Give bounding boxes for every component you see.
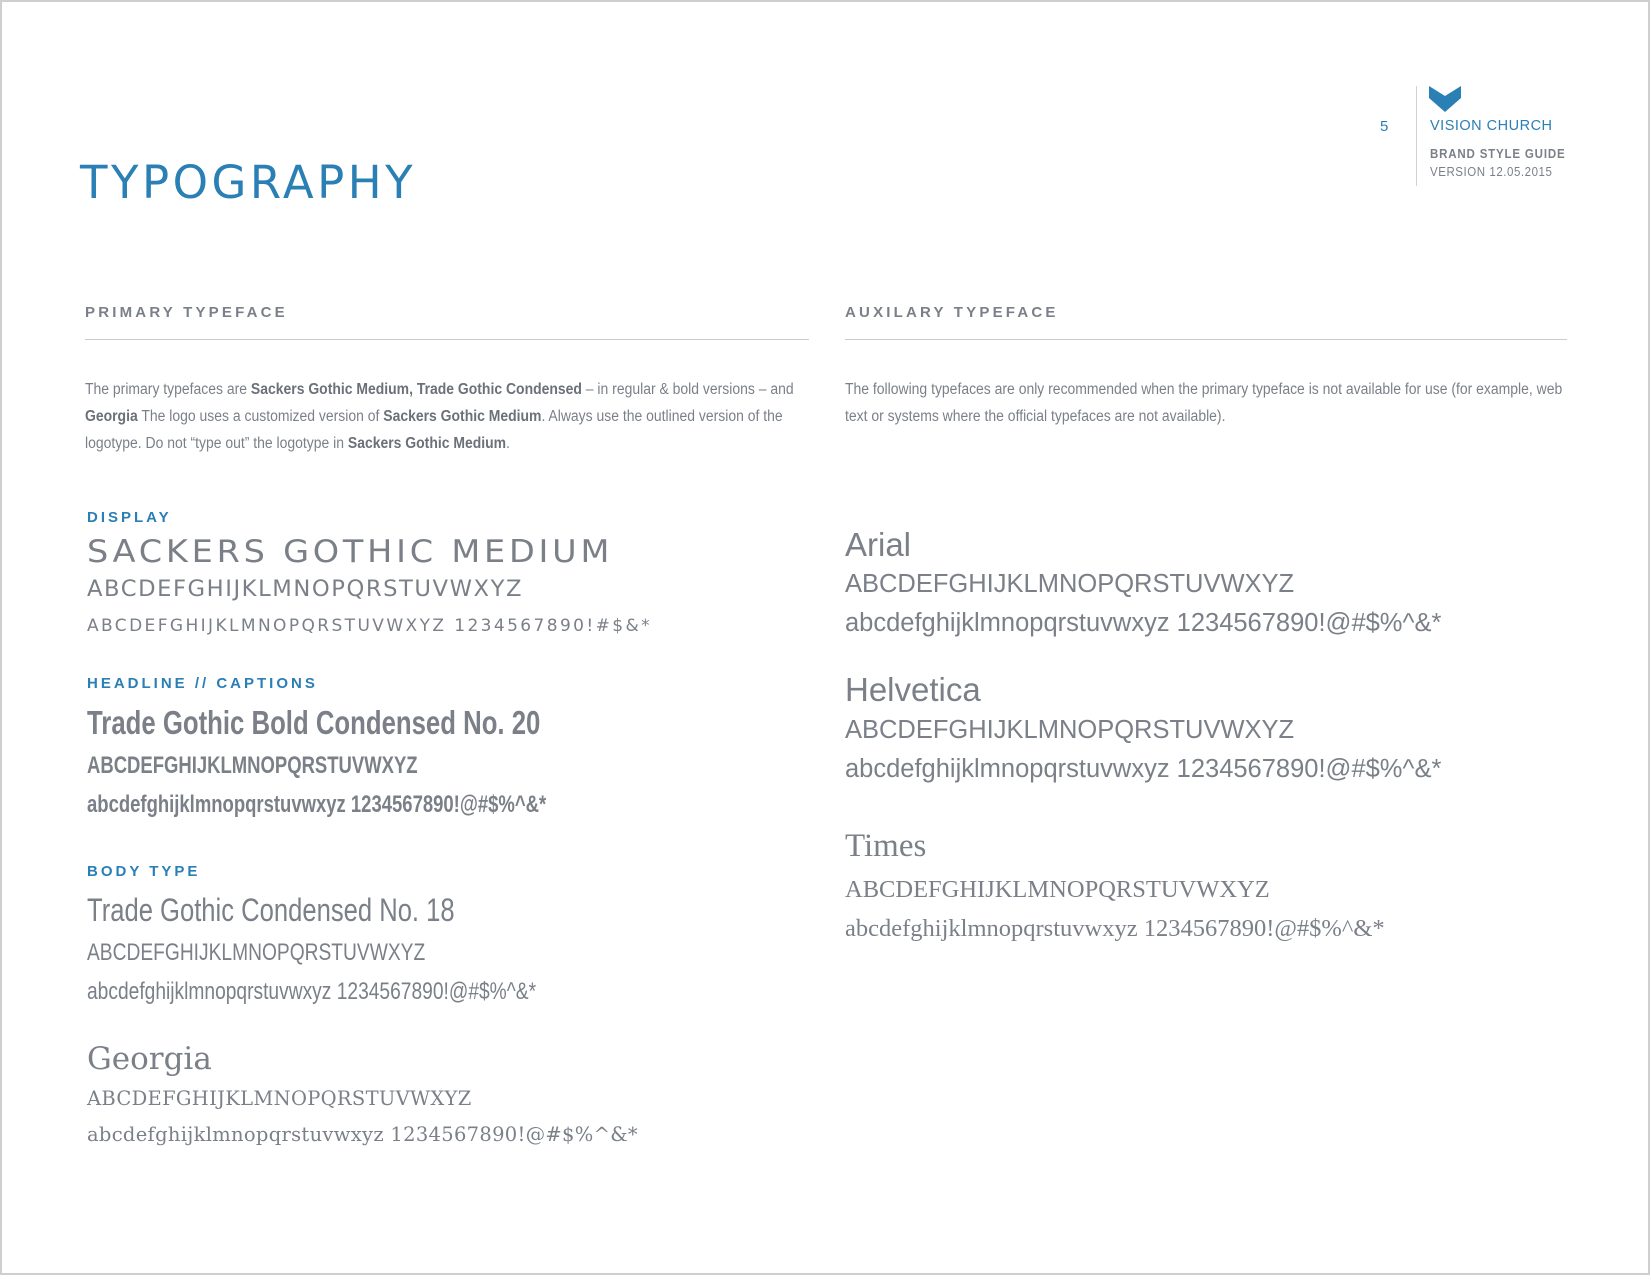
- primary-typeface-heading: PRIMARY TYPEFACE: [85, 304, 288, 321]
- body-font-name: Trade Gothic Condensed No. 18: [87, 892, 455, 928]
- display-lowercase-sample: ABCDEFGHIJKLMNOPQRSTUVWXYZ 1234567890!#$&*: [87, 616, 653, 636]
- display-uppercase-sample: ABCDEFGHIJKLMNOPQRSTUVWXYZ: [87, 577, 524, 602]
- body-lowercase-sample: abcdefghijklmnopqrstuvwxyz 1234567890!@#$%^&*: [87, 978, 537, 1005]
- helvetica-uppercase-sample: ABCDEFGHIJKLMNOPQRSTUVWXYZ: [845, 716, 1295, 744]
- header-divider: [1416, 86, 1417, 186]
- times-uppercase-sample: ABCDEFGHIJKLMNOPQRSTUVWXYZ: [845, 876, 1270, 903]
- body-uppercase-sample: ABCDEFGHIJKLMNOPQRSTUVWXYZ: [87, 939, 426, 966]
- georgia-font-name: Georgia: [87, 1041, 212, 1077]
- headline-uppercase-sample: ABCDEFGHIJKLMNOPQRSTUVWXYZ: [87, 752, 418, 779]
- page-number: 5: [1380, 118, 1389, 135]
- georgia-lowercase-sample: abcdefghijklmnopqrstuvwxyz 1234567890!@#$%^&*: [87, 1123, 638, 1146]
- headline-label: HEADLINE // CAPTIONS: [87, 675, 318, 692]
- brand-name: VISION CHURCH: [1430, 118, 1553, 134]
- body-type-label: BODY TYPE: [87, 863, 201, 880]
- times-font-name: Times: [845, 828, 927, 864]
- brand-version: VERSION 12.05.2015: [1430, 165, 1553, 179]
- headline-lowercase-sample: abcdefghijklmnopqrstuvwxyz 1234567890!@#$%^&*: [87, 791, 547, 818]
- arial-uppercase-sample: ABCDEFGHIJKLMNOPQRSTUVWXYZ: [845, 570, 1295, 598]
- arial-lowercase-sample: abcdefghijklmnopqrstuvwxyz 1234567890!@#$%^&*: [845, 609, 1442, 637]
- page-title: TYPOGRAPHY: [80, 156, 417, 209]
- helvetica-lowercase-sample: abcdefghijklmnopqrstuvwxyz 1234567890!@#$%^&*: [845, 755, 1442, 783]
- auxiliary-typeface-heading: AUXILARY TYPEFACE: [845, 304, 1059, 321]
- primary-intro: The primary typefaces are Sackers Gothic Medium, Trade Gothic Condensed – in regular & bold versions – and Georgia The logo uses a customized version of Sackers Gothic Medium. Always use the outlined version of the logotype. Do not “type out” the logotype in Sackers Gothic Medium.: [85, 381, 794, 452]
- primary-rule: [85, 339, 809, 340]
- auxiliary-intro: The following typefaces are only recommended when the primary typeface is not available for use (for example, web text or systems where the official typefaces are not available).: [845, 381, 1563, 425]
- times-lowercase-sample: abcdefghijklmnopqrstuvwxyz 1234567890!@#$%^&*: [845, 915, 1385, 942]
- display-label: DISPLAY: [87, 509, 172, 526]
- arial-font-name: Arial: [845, 526, 912, 563]
- brand-subtitle: BRAND STYLE GUIDE: [1430, 147, 1566, 161]
- headline-font-name: Trade Gothic Bold Condensed No. 20: [87, 704, 541, 741]
- helvetica-font-name: Helvetica: [845, 671, 981, 708]
- auxiliary-rule: [845, 339, 1567, 340]
- display-font-name: SACKERS GOTHIC MEDIUM: [87, 534, 614, 570]
- chevron-down-icon: [1429, 86, 1461, 114]
- georgia-uppercase-sample: ABCDEFGHIJKLMNOPQRSTUVWXYZ: [87, 1087, 472, 1110]
